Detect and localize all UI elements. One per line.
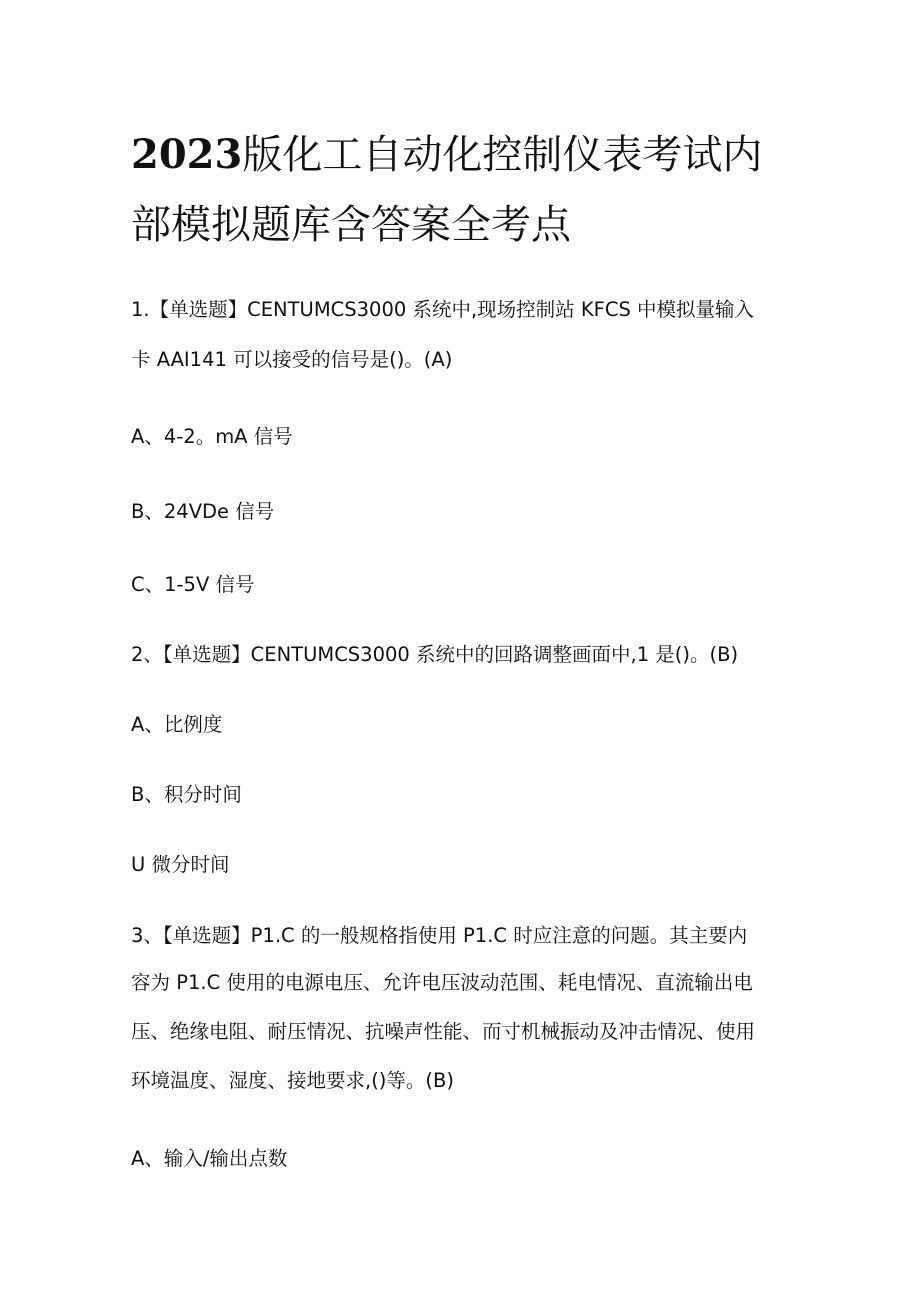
question-2-line-1: 2、【单选题】CENTUMCS3000 系统中的回路调整画面中,1 是()。(B) [131,643,739,666]
question-3-option-a: A、输入/输出点数 [131,1147,288,1170]
question-1-line-1: 1.【单选题】CENTUMCS3000 系统中,现场控制站 KFCS 中模拟量输入 [131,298,755,321]
question-1-option-c: C、1-5V 信号 [131,573,255,596]
question-3-line-2: 容为 P1.C 使用的电源电压、允许电压波动范围、耗电情况、直流输出电 [131,971,753,994]
question-3-line-3: 压、绝缘电阻、耐压情况、抗噪声性能、而寸机械振动及冲击情况、使用 [131,1020,756,1043]
question-2-option-a: A、比例度 [131,713,223,736]
title-text: 版化工自动化控制仪表考试内 [242,132,763,178]
title-year: 2023 [131,131,243,178]
document-title-line-2: 部模拟题库含答案全考点 [131,202,571,248]
question-1-option-a: A、4-2。mA 信号 [131,425,293,448]
question-2-option-c: U 微分时间 [131,853,230,876]
document-title-line-1 [131,130,811,180]
question-1-line-2: 卡 AAI141 可以接受的信号是()。(A) [131,348,453,371]
question-2-option-b: B、积分时间 [131,783,242,806]
question-1-option-b: B、24VDe 信号 [131,500,275,523]
question-3-line-1: 3、【单选题】P1.C 的一般规格指使用 P1.C 时应注意的问题。其主要内 [131,924,748,947]
question-3-line-4: 环境温度、湿度、接地要求,()等。(B) [131,1069,455,1092]
